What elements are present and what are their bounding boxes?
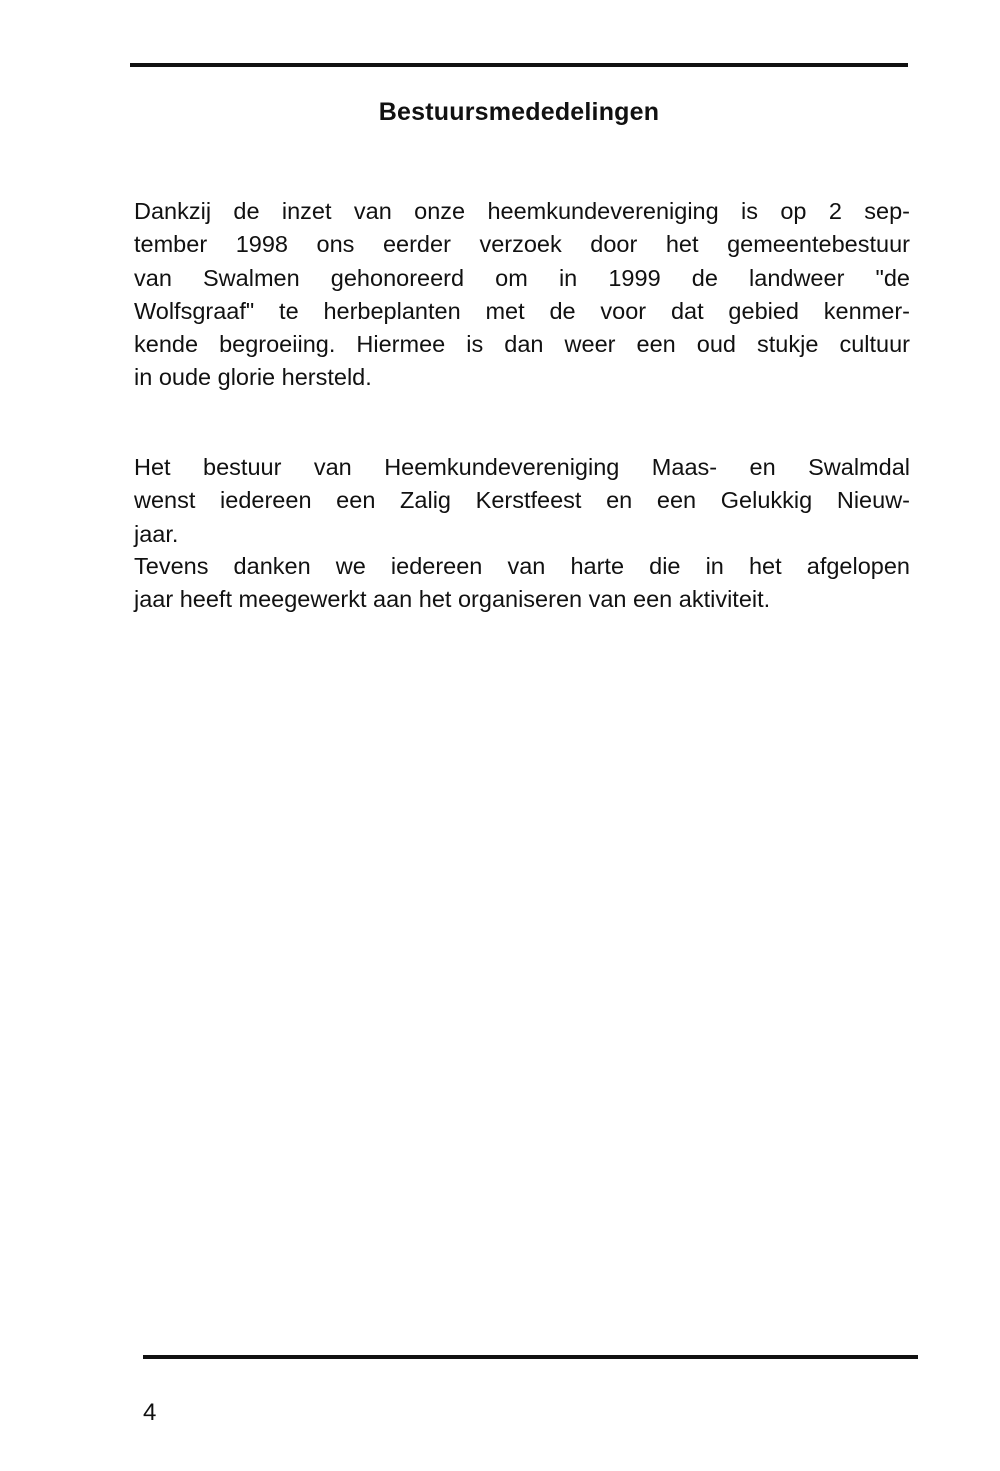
paragraph-line: Tevens danken we iedereen van harte die in het afgelopen	[134, 553, 910, 579]
bottom-rule	[143, 1355, 918, 1359]
paragraph-line: kende begroeiing. Hiermee is dan weer een oud stukje cultuur	[134, 331, 910, 358]
paragraph-line: in oude glorie hersteld.	[134, 364, 372, 391]
paragraph-line: jaar.	[134, 520, 179, 547]
paragraph-dankwoord	[134, 550, 910, 617]
paragraph-line: Het bestuur van Heemkundevereniging Maas- en Swalmdal	[134, 454, 910, 480]
paragraph-line: wenst iedereen een Zalig Kerstfeest en een Gelukkig Nieuw-	[134, 487, 910, 514]
paragraph-line: jaar heeft meegewerkt aan het organiseren van een aktiviteit.	[134, 586, 771, 613]
paragraph-landweer	[134, 195, 910, 395]
paragraph-line: Dankzij de inzet van onze heemkundevereniging is op 2 sep-	[134, 198, 910, 224]
paragraph-line: van Swalmen gehonoreerd om in 1999 de landweer "de	[134, 264, 910, 291]
paragraph-line: tember 1998 ons eerder verzoek door het gemeentebestuur	[134, 231, 910, 258]
top-rule	[130, 63, 908, 67]
page-number: 4	[143, 1399, 157, 1426]
page-title: Bestuursmededelingen	[378, 98, 660, 126]
paragraph-line: Wolfsgraaf" te herbeplanten met de voor dat gebied kenmer-	[134, 297, 910, 324]
paragraph-kerstgroet	[134, 451, 910, 551]
